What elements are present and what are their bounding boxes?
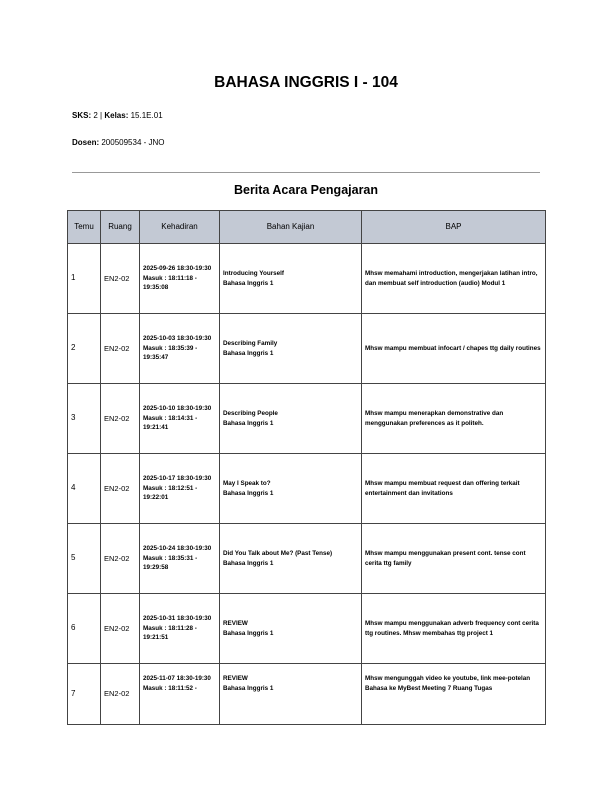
table-row	[68, 524, 546, 594]
table-row	[68, 594, 546, 664]
topic: Did You Talk about Me? (Past Tense)	[223, 549, 333, 557]
bap-table	[67, 210, 546, 725]
kehadiran-cell	[140, 454, 220, 524]
table-row	[68, 664, 546, 725]
subject: Bahasa Inggris 1	[223, 279, 274, 287]
ruang-cell: EN2-02	[101, 454, 140, 524]
subject: Bahasa Inggris 1	[223, 559, 274, 567]
topic: REVIEW	[223, 619, 248, 627]
bahan-cell	[220, 384, 362, 454]
temu-cell: 1	[68, 244, 101, 314]
bahan-cell	[220, 664, 362, 725]
checkin-time: Masuk : 18:35:39 - 19:35:47	[143, 344, 198, 362]
bahan-cell	[220, 244, 362, 314]
kehadiran-cell	[140, 594, 220, 664]
bap-cell: Mhsw memahami introduction, mengerjakan latihan intro, dan membuat self introduction (audio) Modul 1	[362, 244, 546, 314]
sks-label: SKS:	[72, 111, 92, 120]
schedule-time: 2025-10-24 18:30-19:30	[143, 544, 212, 552]
subject: Bahasa Inggris 1	[223, 489, 274, 497]
ruang-cell: EN2-02	[101, 314, 140, 384]
table-header-row	[68, 211, 546, 244]
header-ruang: Ruang	[101, 211, 140, 244]
subject: Bahasa Inggris 1	[223, 684, 274, 692]
kehadiran-cell	[140, 314, 220, 384]
sks-value: 2	[93, 111, 98, 120]
schedule-time: 2025-10-31 18:30-19:30	[143, 614, 212, 622]
ruang-cell: EN2-02	[101, 594, 140, 664]
temu-cell: 4	[68, 454, 101, 524]
schedule-time: 2025-09-26 18:30-19:30	[143, 264, 212, 272]
header-kehadiran: Kehadiran	[140, 211, 220, 244]
table-row	[68, 244, 546, 314]
header-bahan-kajian: Bahan Kajian	[220, 211, 362, 244]
bap-cell: Mhsw mampu membuat request dan offering terkait entertainment dan invitations	[362, 454, 546, 524]
kelas-label: Kelas:	[104, 111, 129, 120]
temu-cell: 3	[68, 384, 101, 454]
table-row	[68, 314, 546, 384]
topic: Describing Family	[223, 339, 278, 347]
page-title: BAHASA INGGRIS I - 104	[214, 74, 398, 91]
topic: Describing People	[223, 409, 278, 417]
schedule-time: 2025-10-10 18:30-19:30	[143, 404, 212, 412]
ruang-cell: EN2-02	[101, 524, 140, 594]
bahan-cell	[220, 454, 362, 524]
schedule-time: 2025-11-07 18:30-19:30	[143, 675, 211, 682]
kehadiran-cell	[140, 244, 220, 314]
bap-cell: Mhsw mampu menerapkan demonstrative dan menggunakan preferences as it politeh.	[362, 384, 546, 454]
dosen-label: Dosen:	[72, 138, 100, 147]
table-row	[68, 384, 546, 454]
kehadiran-cell	[140, 384, 220, 454]
schedule-time: 2025-10-17 18:30-19:30	[143, 474, 212, 482]
temu-cell: 6	[68, 594, 101, 664]
ruang-cell: EN2-02	[101, 664, 140, 725]
separator: |	[100, 111, 103, 120]
lecturer-info	[72, 138, 165, 147]
header-temu: Temu	[68, 211, 101, 244]
ruang-cell: EN2-02	[101, 384, 140, 454]
subject: Bahasa Inggris 1	[223, 629, 274, 637]
checkin-time: Masuk : 18:11:28 - 19:21:51	[143, 624, 197, 642]
bap-cell: Mhsw mampu membuat infocart / chapes ttg daily routines	[362, 314, 546, 384]
temu-cell: 5	[68, 524, 101, 594]
temu-cell: 2	[68, 314, 101, 384]
bahan-cell	[220, 594, 362, 664]
bahan-cell	[220, 314, 362, 384]
checkin-time: Masuk : 18:11:18 - 19:35:08	[143, 274, 197, 292]
divider	[72, 172, 540, 173]
kelas-value: 15.1E.01	[130, 111, 163, 120]
temu-cell: 7	[68, 664, 101, 725]
subject: Bahasa Inggris 1	[223, 419, 274, 427]
header-bap: BAP	[362, 211, 546, 244]
kehadiran-cell	[140, 524, 220, 594]
dosen-value: 200509534 - JNO	[101, 138, 165, 147]
topic: REVIEW	[223, 675, 248, 682]
kehadiran-cell	[140, 664, 220, 725]
checkin-time: Masuk : 18:11:52 -	[143, 684, 197, 692]
table-row	[68, 454, 546, 524]
topic: Introducing Yourself	[223, 269, 284, 277]
bap-cell: Mhsw mampu menggunakan adverb frequency cont cerita ttg routines. Mhsw membahas ttg project 1	[362, 594, 546, 664]
checkin-time: Masuk : 18:35:31 - 19:29:58	[143, 554, 198, 572]
topic: May I Speak to?	[223, 479, 271, 487]
schedule-time: 2025-10-03 18:30-19:30	[143, 334, 212, 342]
bap-cell: Mhsw mampu menggunakan present cont. tense cont cerita ttg family	[362, 524, 546, 594]
checkin-time: Masuk : 18:12:51 - 19:22:01	[143, 484, 198, 502]
ruang-cell: EN2-02	[101, 244, 140, 314]
course-info	[72, 111, 163, 120]
section-title: Berita Acara Pengajaran	[233, 183, 379, 197]
checkin-time: Masuk : 18:14:31 - 19:21:41	[143, 414, 198, 432]
bahan-cell	[220, 524, 362, 594]
bap-cell: Mhsw mengunggah video ke youtube, link mee-potelan Bahasa ke MyBest Meeting 7 Ruang Tugas	[362, 664, 546, 725]
subject: Bahasa Inggris 1	[223, 349, 274, 357]
